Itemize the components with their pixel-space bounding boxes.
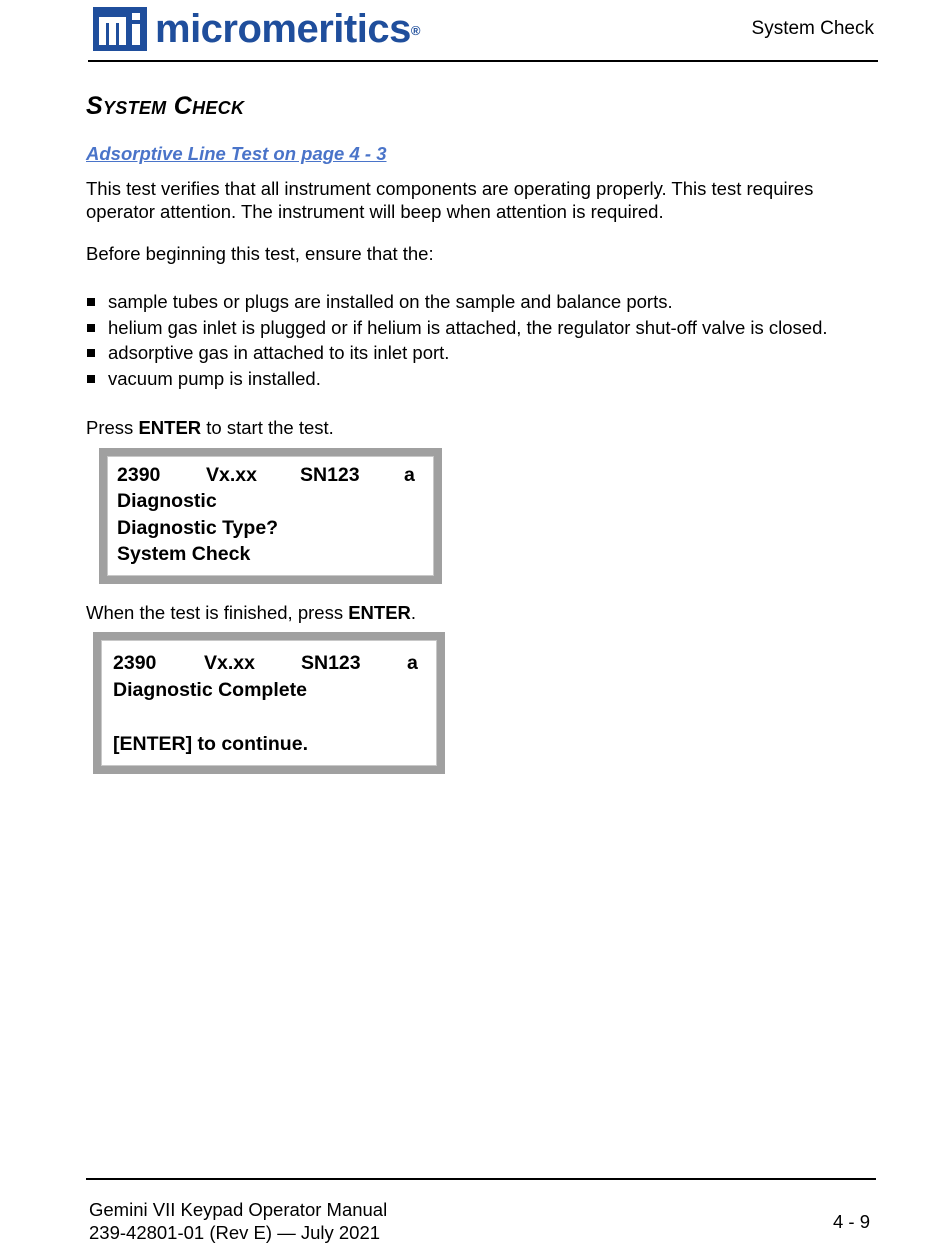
lcd-line: Diagnostic Type? bbox=[117, 517, 279, 539]
before-paragraph: Before beginning this test, ensure that the: bbox=[86, 243, 434, 264]
list-item: adsorptive gas in attached to its inlet port. bbox=[86, 341, 828, 367]
enter-key-label: ENTER bbox=[138, 417, 202, 438]
logo-mark-icon bbox=[93, 7, 147, 51]
lcd-serial: SN123 bbox=[300, 464, 360, 486]
checklist bbox=[86, 290, 828, 392]
lcd-model: 2390 bbox=[113, 652, 157, 674]
footer-document-number: 239-42801-01 (Rev E) — July 2021 bbox=[89, 1222, 381, 1243]
header-section-title: System Check bbox=[751, 18, 874, 39]
lcd-model: 2390 bbox=[117, 464, 161, 486]
list-item: vacuum pump is installed. bbox=[86, 367, 828, 393]
footer-manual-title: Gemini VII Keypad Operator Manual bbox=[89, 1199, 388, 1220]
lcd-serial: SN123 bbox=[301, 652, 361, 674]
lcd-line: [ENTER] to continue. bbox=[113, 733, 308, 755]
list-item: helium gas inlet is plugged or if helium is attached, the regulator shut-off valve is closed. bbox=[86, 316, 828, 342]
page-title: System Check bbox=[86, 92, 245, 120]
micromeritics-logo bbox=[93, 7, 420, 51]
list-item: sample tubes or plugs are installed on the sample and balance ports. bbox=[86, 290, 828, 316]
press-enter-instruction: Press ENTER to start the test. bbox=[86, 417, 334, 438]
enter-key-label: ENTER bbox=[348, 602, 411, 623]
page-header bbox=[88, 0, 878, 62]
lcd-version: Vx.xx bbox=[204, 652, 255, 674]
footer-divider bbox=[86, 1178, 876, 1180]
adsorptive-line-test-link[interactable]: Adsorptive Line Test on page 4 - 3 bbox=[86, 143, 387, 164]
lcd-version: Vx.xx bbox=[206, 464, 257, 486]
lcd-display-diagnostic bbox=[99, 448, 442, 584]
lcd-flag: a bbox=[407, 652, 418, 674]
lcd-line: Diagnostic bbox=[117, 490, 217, 512]
lcd-line: System Check bbox=[117, 543, 251, 565]
lcd-line: Diagnostic Complete bbox=[113, 679, 307, 701]
logo-wordmark: micromeritics® bbox=[155, 7, 420, 51]
intro-paragraph: This test verifies that all instrument components are operating properly. This test requires operator attention. The instrument will beep when attention is required. bbox=[86, 178, 814, 222]
page-number: 4 - 9 bbox=[832, 1211, 870, 1232]
lcd-flag: a bbox=[404, 464, 415, 486]
lcd-display-complete bbox=[93, 632, 445, 774]
finished-instruction: When the test is finished, press ENTER. bbox=[86, 602, 417, 623]
